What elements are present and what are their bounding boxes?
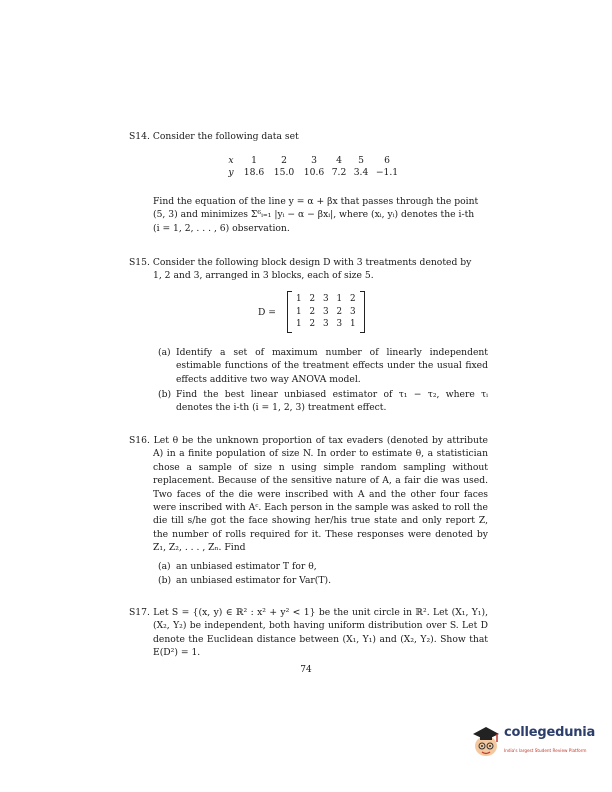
matrix-cell: 3 bbox=[349, 306, 356, 317]
y-value: −1.1 bbox=[375, 167, 399, 178]
s14-body-line: (5, 3) and minimizes Σ⁶ᵢ₌₁ |yᵢ − α − βxᵢ|, where (xᵢ, yᵢ) denotes the i-th bbox=[153, 209, 475, 221]
x-value: 1 bbox=[251, 155, 257, 166]
s16-part-b bbox=[158, 574, 488, 588]
s17-text: S17. Let S = {(x, y) ∈ ℝ² : x² + y² < 1} be the unit circle in ℝ². Let (X₁, Y₁), (X₂, Y₂) be independent, both having uniform distribution over S. Let D denote the Euclidean distance between (X₁, Y₁) and (X₂, Y₂). Show that E(D²) = 1. bbox=[129, 607, 488, 659]
part-label: (a) bbox=[158, 347, 171, 358]
s16-text: S16. Let θ be the unknown proportion of tax evaders (denoted by attribute A) in a finite population of size N. In order to estimate θ, a statistician chose a sample of size n using simple random sampling without replacement. Because of the sensitive nature of A, a fair die was used. Two faces of the die were inscribed with A and the other four faces were inscribed with Aᶜ. Each person in the sample was asked to roll the die till s/he got the face showing her/his true state and only report Z, the number of rolls required for it. These responses were denoted by Z₁, Z₂, . . . , Zₙ. Find bbox=[129, 435, 488, 554]
s14-body bbox=[153, 195, 493, 235]
table-row bbox=[222, 155, 422, 167]
part-label: (b) bbox=[158, 575, 172, 586]
matrix-cell: 3 bbox=[322, 319, 329, 330]
s14-data-table bbox=[222, 155, 422, 179]
matrix-cell: 2 bbox=[309, 306, 316, 317]
part-text: an unbiased estimator T for θ, bbox=[176, 561, 317, 572]
x-value: 3 bbox=[311, 155, 317, 166]
s15-heading bbox=[129, 256, 489, 283]
matrix-cell: 1 bbox=[295, 306, 302, 317]
collegedunia-logo bbox=[470, 722, 600, 758]
matrix-body bbox=[292, 293, 360, 331]
matrix-row bbox=[292, 318, 360, 331]
matrix-cell: 2 bbox=[309, 319, 316, 330]
part-text: an unbiased estimator for Var(T). bbox=[176, 575, 332, 586]
part-text: Find the best linear unbiased estimator of τ₁ − τ₂, where τᵢ denotes the i-th (i = 1, 2, 3) treatment effect. bbox=[176, 389, 488, 414]
part-label: (b) bbox=[158, 389, 172, 400]
y-value: 10.6 bbox=[303, 167, 325, 178]
s14-body-line: (i = 1, 2, . . . , 6) observation. bbox=[153, 222, 290, 234]
y-value: 15.0 bbox=[273, 167, 295, 178]
matrix-cell: 3 bbox=[336, 319, 343, 330]
y-value: 3.4 bbox=[353, 167, 369, 178]
matrix-cell: 3 bbox=[322, 306, 329, 317]
block-design-matrix bbox=[287, 291, 365, 333]
s16-part-a bbox=[158, 560, 488, 574]
matrix-cell: 2 bbox=[309, 294, 316, 305]
matrix-cell: 1 bbox=[349, 319, 356, 330]
row-x-label: x bbox=[228, 155, 234, 166]
x-value: 6 bbox=[384, 155, 390, 166]
s14-body-line: Find the equation of the line y = α + βx that passes through the point bbox=[153, 196, 479, 207]
matrix-row bbox=[292, 306, 360, 319]
x-value: 5 bbox=[358, 155, 364, 166]
matrix-cell: 2 bbox=[349, 294, 356, 305]
page-number: 74 bbox=[300, 665, 312, 675]
x-value: 4 bbox=[336, 155, 342, 166]
matrix-cell: 1 bbox=[295, 319, 302, 330]
row-y-label: y bbox=[228, 167, 234, 178]
s15-line: S15. Consider the following block design D with 3 treatments denoted by bbox=[129, 257, 472, 268]
right-bracket bbox=[360, 291, 365, 333]
table-row bbox=[222, 167, 422, 179]
s15-line: 1, 2 and 3, arranged in 3 blocks, each of size 5. bbox=[153, 270, 374, 282]
logo-tagline: India's largest Student Review Platform bbox=[504, 748, 587, 753]
matrix-cell: 1 bbox=[336, 294, 343, 305]
y-value: 18.6 bbox=[243, 167, 265, 178]
matrix-row bbox=[292, 293, 360, 306]
s15-part-b bbox=[158, 388, 488, 416]
part-text: Identify a set of maximum number of linearly independent estimable functions of the treatment effects under the usual fixed effects additive two way ANOVA model. bbox=[176, 347, 488, 385]
part-label: (a) bbox=[158, 561, 171, 572]
s15-part-a bbox=[158, 346, 488, 388]
matrix-label: D = bbox=[258, 307, 276, 318]
matrix-cell: 1 bbox=[295, 294, 302, 305]
matrix-cell: 2 bbox=[336, 306, 343, 317]
graduate-mascot-icon bbox=[470, 722, 502, 758]
x-value: 2 bbox=[281, 155, 287, 166]
matrix-cell: 3 bbox=[322, 294, 329, 305]
s14-heading: S14. Consider the following data set bbox=[129, 131, 299, 142]
y-value: 7.2 bbox=[331, 167, 347, 178]
logo-wordmark: collegedunia bbox=[504, 725, 596, 740]
